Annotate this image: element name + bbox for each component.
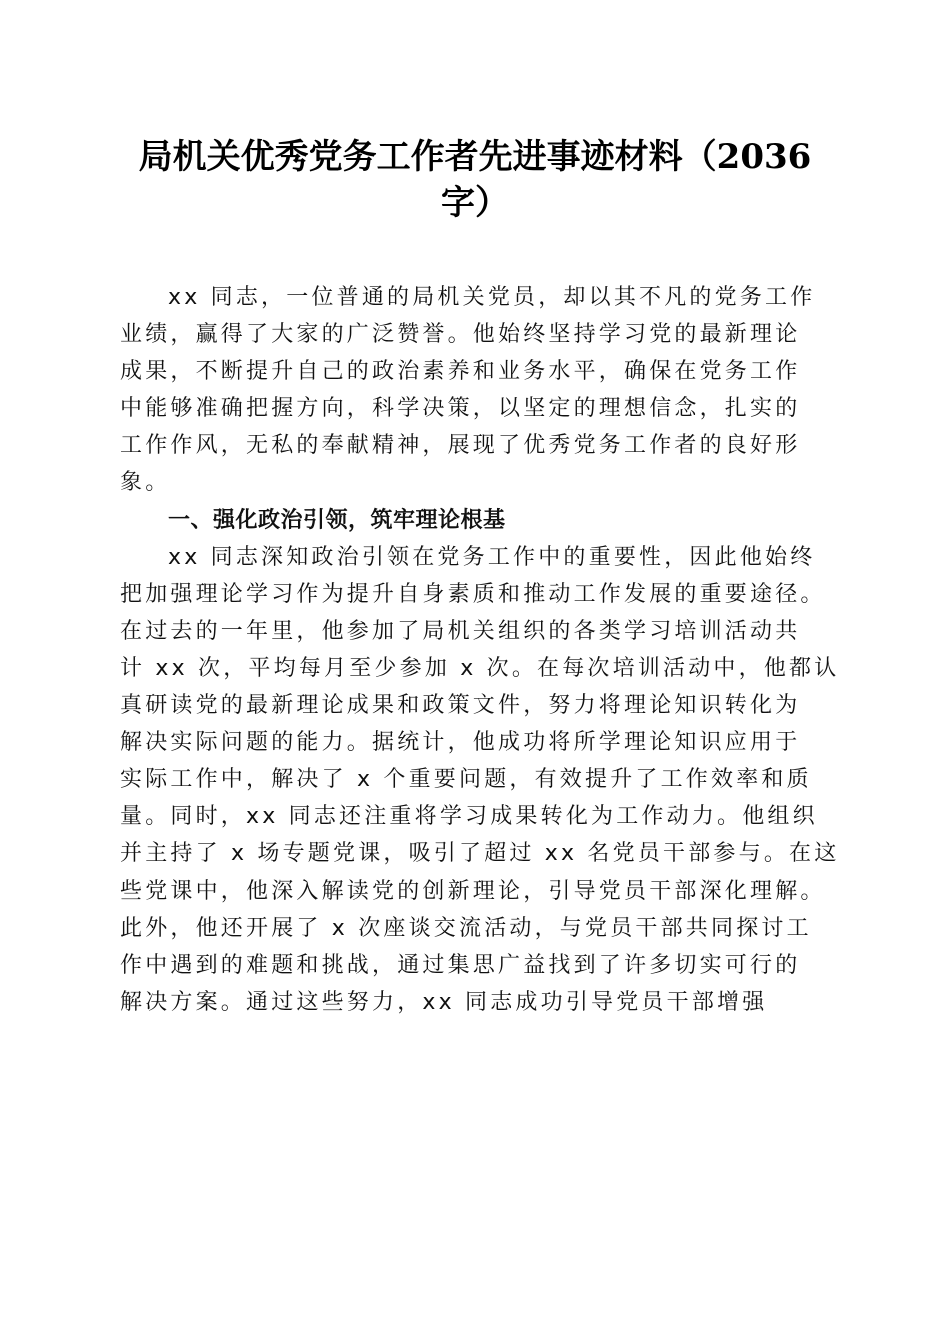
text-line: 业绩，赢得了大家的广泛赞誉。他始终坚持学习党的最新理论 <box>120 322 801 348</box>
text-line: 计 xx 次，平均每月至少参加 x 次。在每次培训活动中，他都认 <box>120 655 840 681</box>
title-line-1: 局机关优秀党务工作者先进事迹材料（2036 <box>138 137 812 177</box>
text-line: xx 同志，一位普通的局机关党员，却以其不凡的党务工作 <box>168 285 816 310</box>
paragraph-section-1 <box>120 539 840 1021</box>
document-title <box>120 134 830 226</box>
text-line: xx 同志深知政治引领在党务工作中的重要性，因此他始终 <box>168 544 816 570</box>
section-heading-text: 一、强化政治引领，筑牢理论根基 <box>168 507 506 533</box>
text-line: 实际工作中，解决了 x 个重要问题，有效提升了工作效率和质 <box>120 767 812 793</box>
text-line: 把加强理论学习作为提升自身素质和推动工作发展的重要途径。 <box>120 581 826 607</box>
document-body <box>120 279 840 1021</box>
text-line: 此外，他还开展了 x 次座谈交流活动，与党员干部共同探讨工 <box>120 915 812 941</box>
text-line: 中能够准确把握方向，科学决策，以坚定的理想信念，扎实的 <box>120 396 801 422</box>
title-line-2: 字） <box>441 183 509 223</box>
text-line: 量。同时，xx 同志还注重将学习成果转化为工作动力。他组织 <box>120 804 818 830</box>
section-heading-1 <box>120 502 822 539</box>
text-line: 工作作风，无私的奉献精神，展现了优秀党务工作者的良好形 <box>120 433 801 459</box>
text-line: 解决实际问题的能力。据统计，他成功将所学理论知识应用于 <box>120 730 801 756</box>
text-line: 象。 <box>120 470 171 496</box>
text-line: 并主持了 x 场专题党课，吸引了超过 xx 名党员干部参与。在这 <box>120 841 840 867</box>
paragraph-intro <box>120 279 822 502</box>
text-line: 在过去的一年里，他参加了局机关组织的各类学习培训活动共 <box>120 618 801 644</box>
text-line: 解决方案。通过这些努力，xx 同志成功引导党员干部增强 <box>120 989 768 1015</box>
text-line: 真研读党的最新理论成果和政策文件，努力将理论知识转化为 <box>120 693 801 719</box>
text-line: 些党课中，他深入解读党的创新理论，引导党员干部深化理解。 <box>120 878 826 904</box>
text-line: 成果，不断提升自己的政治素养和业务水平，确保在党务工作 <box>120 359 801 385</box>
text-line: 作中遇到的难题和挑战，通过集思广益找到了许多切实可行的 <box>120 952 801 978</box>
